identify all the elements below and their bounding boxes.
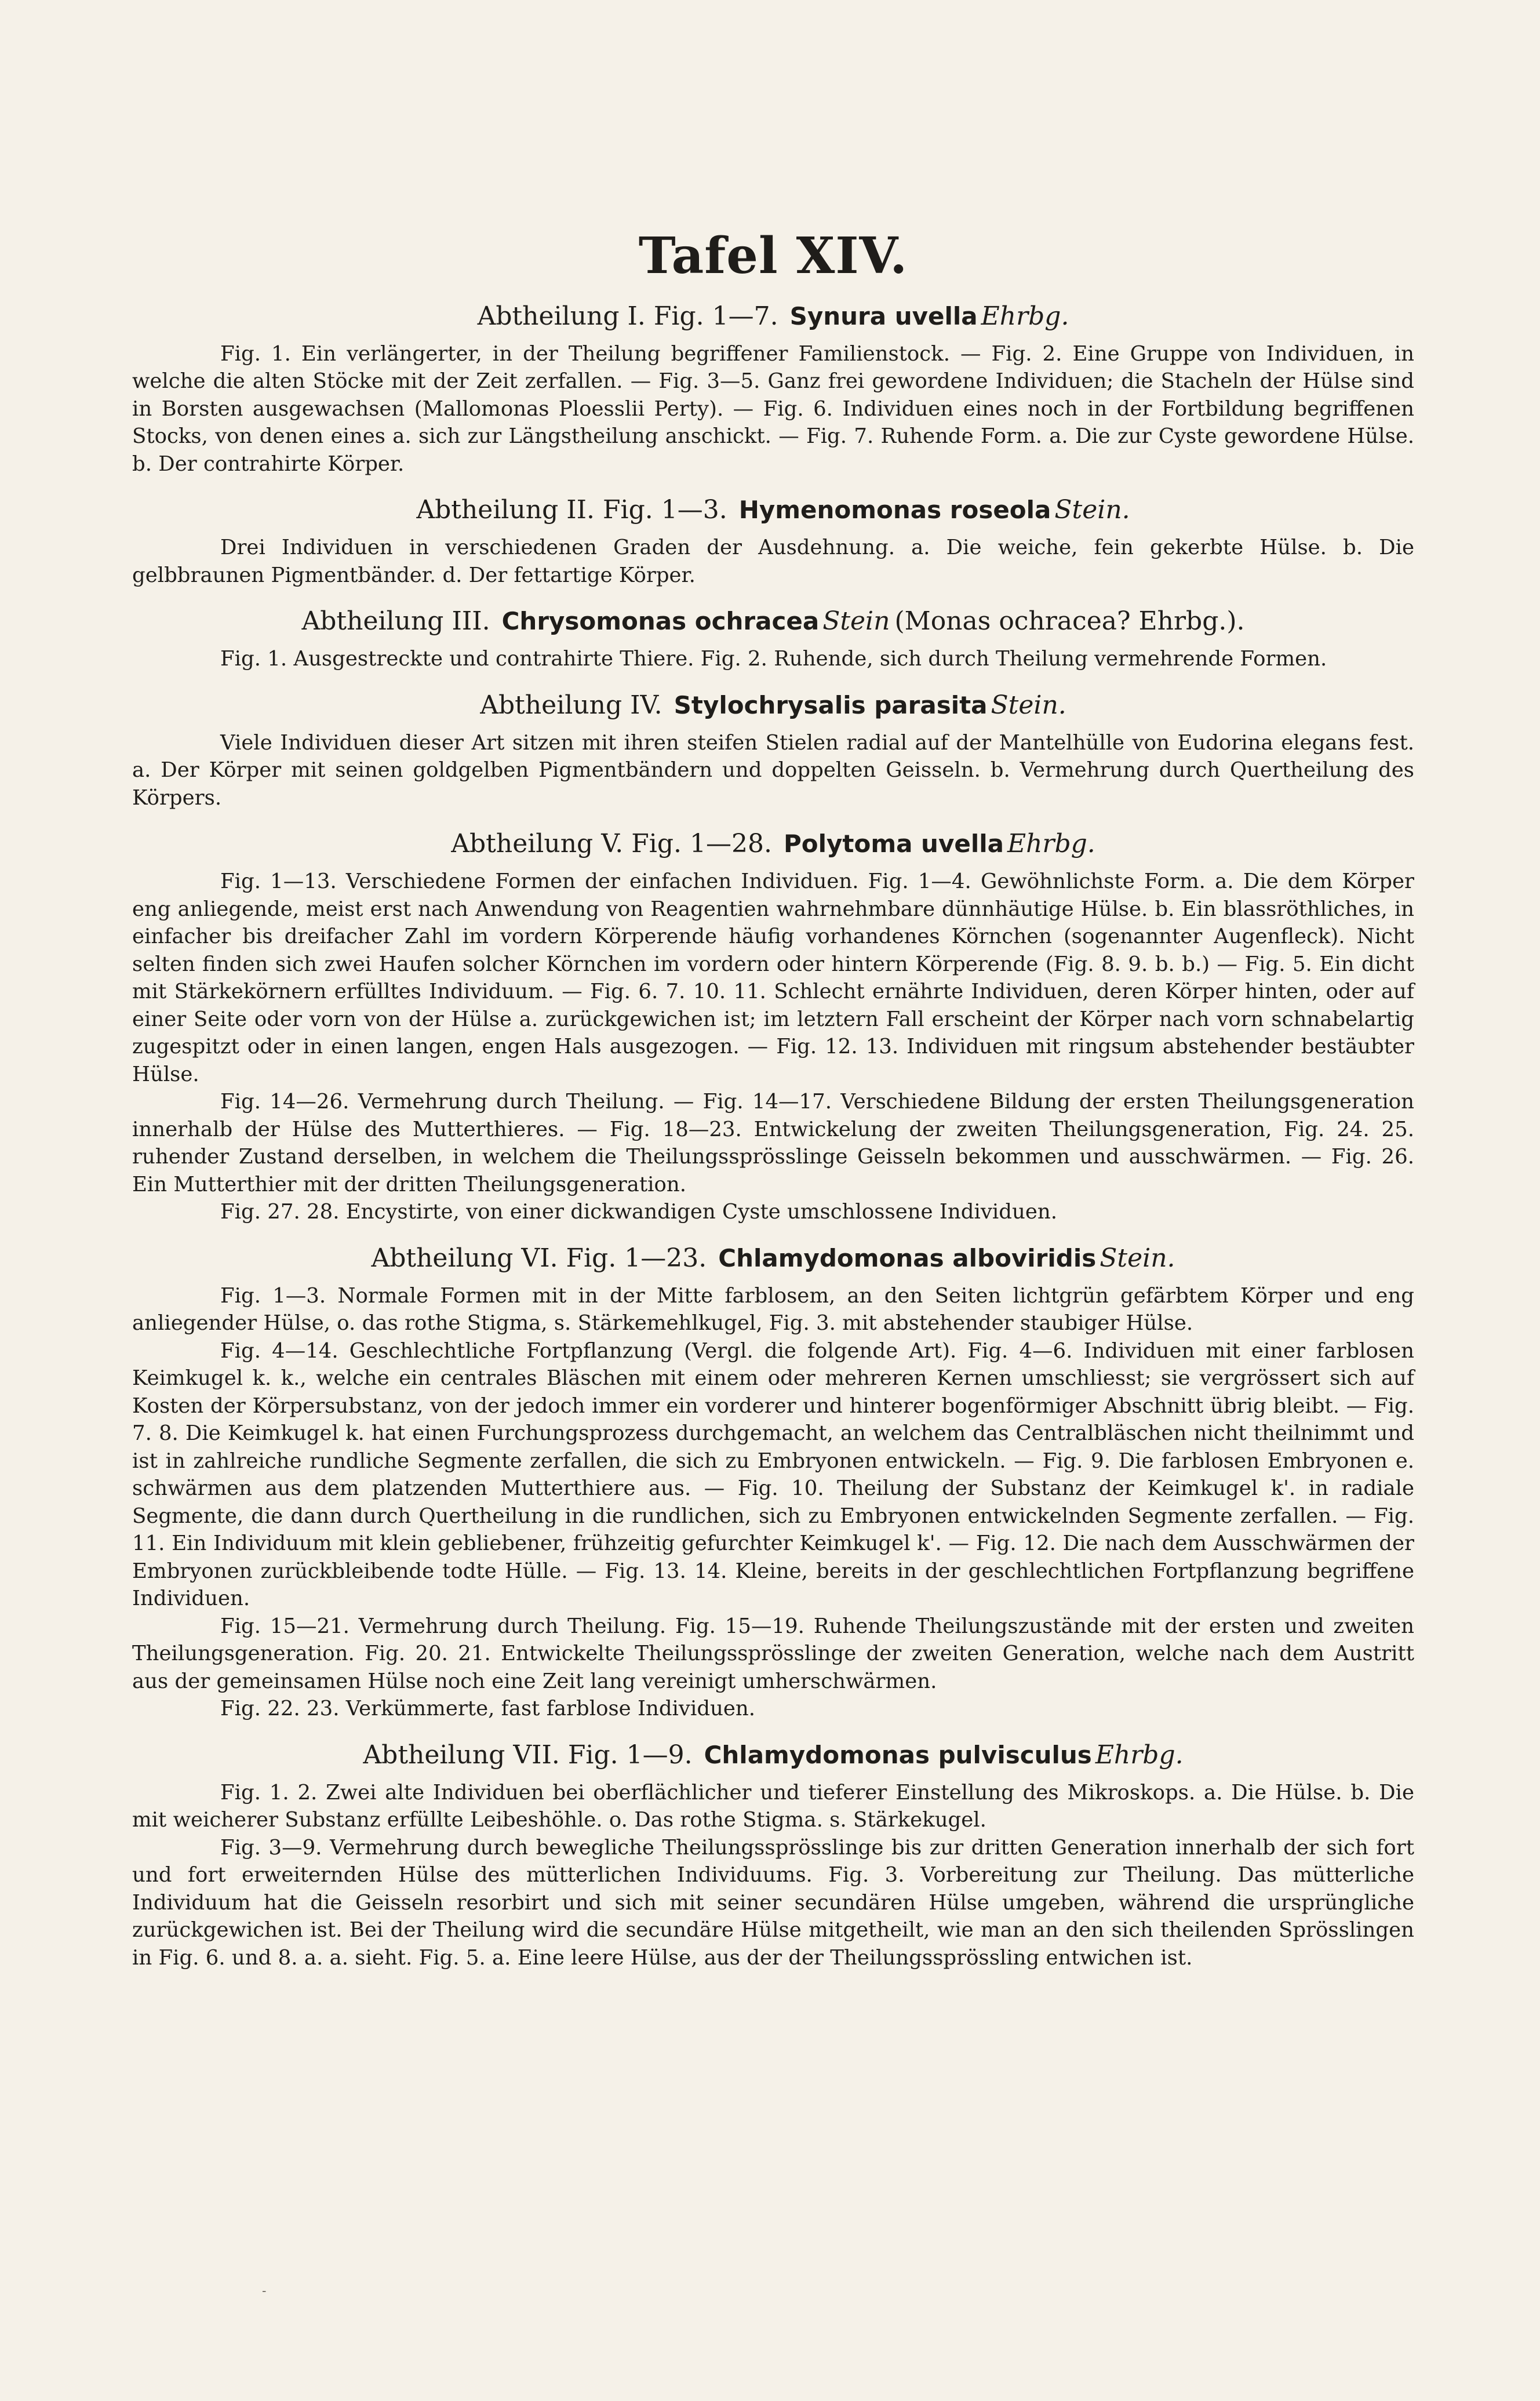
species-author: Stein.	[1100, 1243, 1175, 1273]
sections-container	[132, 300, 1414, 1972]
footer-mark: -	[262, 2284, 267, 2298]
figure-description: Fig. 27. 28. Encystirte, von einer dickwandigen Cyste umschlossene Individuen.	[220, 1200, 1057, 1224]
section-heading	[132, 689, 1414, 721]
section-label: Abtheilung II. Fig. 1—3.	[416, 495, 727, 525]
species-name: Polytoma uvella	[783, 830, 1004, 858]
figure-description: Fig. 15—21. Vermehrung durch Theilung. Fig. 15—19. Ruhende Theilungszustände mit der ersten und zweiten Theilungsgeneration. Fig. 20. 21. Entwickelte Theilungssprösslinge der zweiten Generation, welche nach dem Austritt aus der gemeinsamen Hülse noch eine Zeit lang vereinigt umherschwärmen.	[132, 1614, 1414, 1693]
section-label: Abtheilung I. Fig. 1—7.	[477, 301, 778, 331]
species-name: Synura uvella	[789, 301, 978, 330]
figure-description: Fig. 3—9. Vermehrung durch bewegliche Theilungssprösslinge bis zur dritten Generation innerhalb der sich fort und fort erweiternden Hülse des mütterlichen Individuums. Fig. 3. Vorbereitung zur Theilung. Das mütterliche Individuum hat die Geisseln resorbirt und sich mit seiner secundären Hülse umgeben, während die ursprüngliche zurückgewichen ist. Bei der Theilung wird die secundäre Hülse mitgetheilt, wie man an den sich theilenden Sprösslingen in Fig. 6. und 8. a. a. sieht. Fig. 5. a. Eine leere Hülse, aus der der Theilungssprössling entwichen ist.	[132, 1835, 1414, 1970]
section-2	[132, 494, 1414, 589]
species-name: Chrysomonas ochracea	[501, 607, 820, 636]
figure-description: Fig. 1. 2. Zwei alte Individuen bei oberflächlicher und tieferer Einstellung des Mikroskops. a. Die Hülse. b. Die mit weicherer Substanz erfüllte Leibeshöhle. o. Das rothe Stigma. s. Stärkekugel.	[132, 1780, 1414, 1832]
section-3	[132, 605, 1414, 673]
section-heading	[132, 300, 1414, 332]
section-label: Abtheilung IV.	[480, 690, 662, 720]
section-label: Abtheilung VI. Fig. 1—23.	[371, 1243, 707, 1273]
species-name: Chlamydomonas pulvisculus	[704, 1740, 1092, 1769]
figure-description: Fig. 1—13. Verschiedene Formen der einfachen Individuen. Fig. 1—4. Gewöhnlichste Form. a. Die dem Körper eng anliegende, meist erst nach Anwendung von Reagentien wahrnehmbare dünnhäutige Hülse. b. Ein blassröthliches, in einfacher bis dreifacher Zahl im vordern Körperende häufig vorhandenes Körnchen (sogenannter Augenfleck). Nicht selten finden sich zwei Haufen solcher Körnchen im vordern oder hintern Körperende (Fig. 8. 9. b. b.) — Fig. 5. Ein dicht mit Stärkekörnern erfülltes Individuum. — Fig. 6. 7. 10. 11. Schlecht ernährte Individuen, deren Körper hinten, oder auf einer Seite oder vorn von der Hülse a. zurückgewichen ist; im letztern Fall erscheint der Körper nach vorn schnabelartig zugespitzt oder in einen langen, engen Hals ausgezogen. — Fig. 12. 13. Individuen mit ringsum abstehender bestäubter Hülse.	[132, 870, 1414, 1086]
species-author: Stein	[822, 606, 890, 636]
species-name: Stylochrysalis parasita	[673, 690, 988, 719]
section-1	[132, 300, 1414, 478]
species-name: Hymenomonas roseola	[738, 496, 1051, 525]
figure-description: Drei Individuen in verschiedenen Graden der Ausdehnung. a. Die weiche, fein gekerbte Hülse. b. Die gelbbraunen Pigmentbänder. d. Der fettartige Körper.	[132, 536, 1414, 587]
section-4	[132, 689, 1414, 812]
species-name: Chlamydomonas alboviridis	[718, 1243, 1097, 1272]
section-label: Abtheilung III.	[301, 606, 490, 636]
species-author: Ehrbg.	[1095, 1740, 1184, 1770]
section-heading	[132, 605, 1414, 637]
species-author: Stein.	[991, 690, 1066, 720]
section-heading	[132, 494, 1414, 526]
section-7	[132, 1739, 1414, 1972]
section-6	[132, 1242, 1414, 1723]
species-author: Ehrbg.	[981, 301, 1069, 331]
figure-description: Fig. 4—14. Geschlechtliche Fortpflanzung (Vergl. die folgende Art). Fig. 4—6. Individuen mit einer farblosen Keimkugel k. k., welche ein centrales Bläschen mit einem oder mehreren Kernen umschliesst; sie vergrössert sich auf Kosten der Körpersubstanz, von der jedoch immer ein vorderer und hinterer bogenförmiger Abschnitt übrig bleibt. — Fig. 7. 8. Die Keimkugel k. hat einen Furchungsprozess durchgemacht, an welchem das Centralbläschen nicht theilnimmt und ist in zahlreiche rundliche Segmente zerfallen, die sich zu Embryonen entwickeln. — Fig. 9. Die farblosen Embryonen e. schwärmen aus dem platzenden Mutterthiere aus. — Fig. 10. Theilung der Substanz der Keimkugel k'. in radiale Segmente, die dann durch Quertheilung in die rundlichen, sich zu Embryonen entwickelnden Segmente zerfallen. — Fig. 11. Ein Individuum mit klein gebliebener, frühzeitig gefurchter Keimkugel k'. — Fig. 12. Die nach dem Ausschwärmen der Embryonen zurückbleibende todte Hülle. — Fig. 13. 14. Kleine, bereits in der geschlechtlichen Fortpflanzung begriffene Individuen.	[132, 1338, 1414, 1611]
species-author: Ehrbg.	[1007, 829, 1095, 859]
section-heading	[132, 1739, 1414, 1771]
figure-description: Viele Individuen dieser Art sitzen mit ihren steifen Stielen radial auf der Mantelhülle von Eudorina elegans fest. a. Der Körper mit seinen goldgelben Pigmentbändern und doppelten Geisseln. b. Vermehrung durch Quertheilung des Körpers.	[132, 730, 1414, 810]
section-heading	[132, 1242, 1414, 1274]
figure-description: Fig. 22. 23. Verkümmerte, fast farblose Individuen.	[220, 1697, 756, 1721]
section-label: Abtheilung VII. Fig. 1—9.	[363, 1740, 693, 1770]
figure-description: Fig. 1. Ausgestreckte und contrahirte Thiere. Fig. 2. Ruhende, sich durch Theilung vermehrende Formen.	[220, 647, 1327, 671]
page-content	[132, 229, 1414, 1971]
figure-description: Fig. 14—26. Vermehrung durch Theilung. — Fig. 14—17. Verschiedene Bildung der ersten Theilungsgeneration innerhalb der Hülse des Mutterthieres. — Fig. 18—23. Entwickelung der zweiten Theilungsgeneration, Fig. 24. 25. ruhender Zustand derselben, in welchem die Theilungssprösslinge Geisseln bekommen und ausschwärmen. — Fig. 26. Ein Mutterthier mit der dritten Theilungsgeneration.	[132, 1090, 1414, 1196]
species-author: Stein.	[1054, 495, 1130, 525]
section-label: Abtheilung V. Fig. 1—28.	[451, 829, 772, 859]
heading-synonym: (Monas ochracea? Ehrbg.).	[894, 606, 1245, 636]
section-heading	[132, 828, 1414, 860]
section-5	[132, 828, 1414, 1226]
page-title: Tafel XIV.	[638, 227, 908, 285]
figure-description: Fig. 1—3. Normale Formen mit in der Mitte farblosem, an den Seiten lichtgrün gefärbtem Körper und eng anliegender Hülse, o. das rothe Stigma, s. Stärkemehlkugel, Fig. 3. mit abstehender staubiger Hülse.	[132, 1283, 1414, 1336]
figure-description: Fig. 1. Ein verlängerter, in der Theilung begriffener Familienstock. — Fig. 2. Eine Gruppe von Individuen, in welche die alten Stöcke mit der Zeit zerfallen. — Fig. 3—5. Ganz frei gewordene Individuen; die Stacheln der Hülse sind in Borsten ausgewachsen (Mallomonas Ploesslii Perty). — Fig. 6. Individuen eines noch in der Fortbildung begriffenen Stocks, von denen eines a. sich zur Längstheilung anschickt. — Fig. 7. Ruhende Form. a. Die zur Cyste gewordene Hülse. b. Der contrahirte Körper.	[132, 341, 1414, 476]
